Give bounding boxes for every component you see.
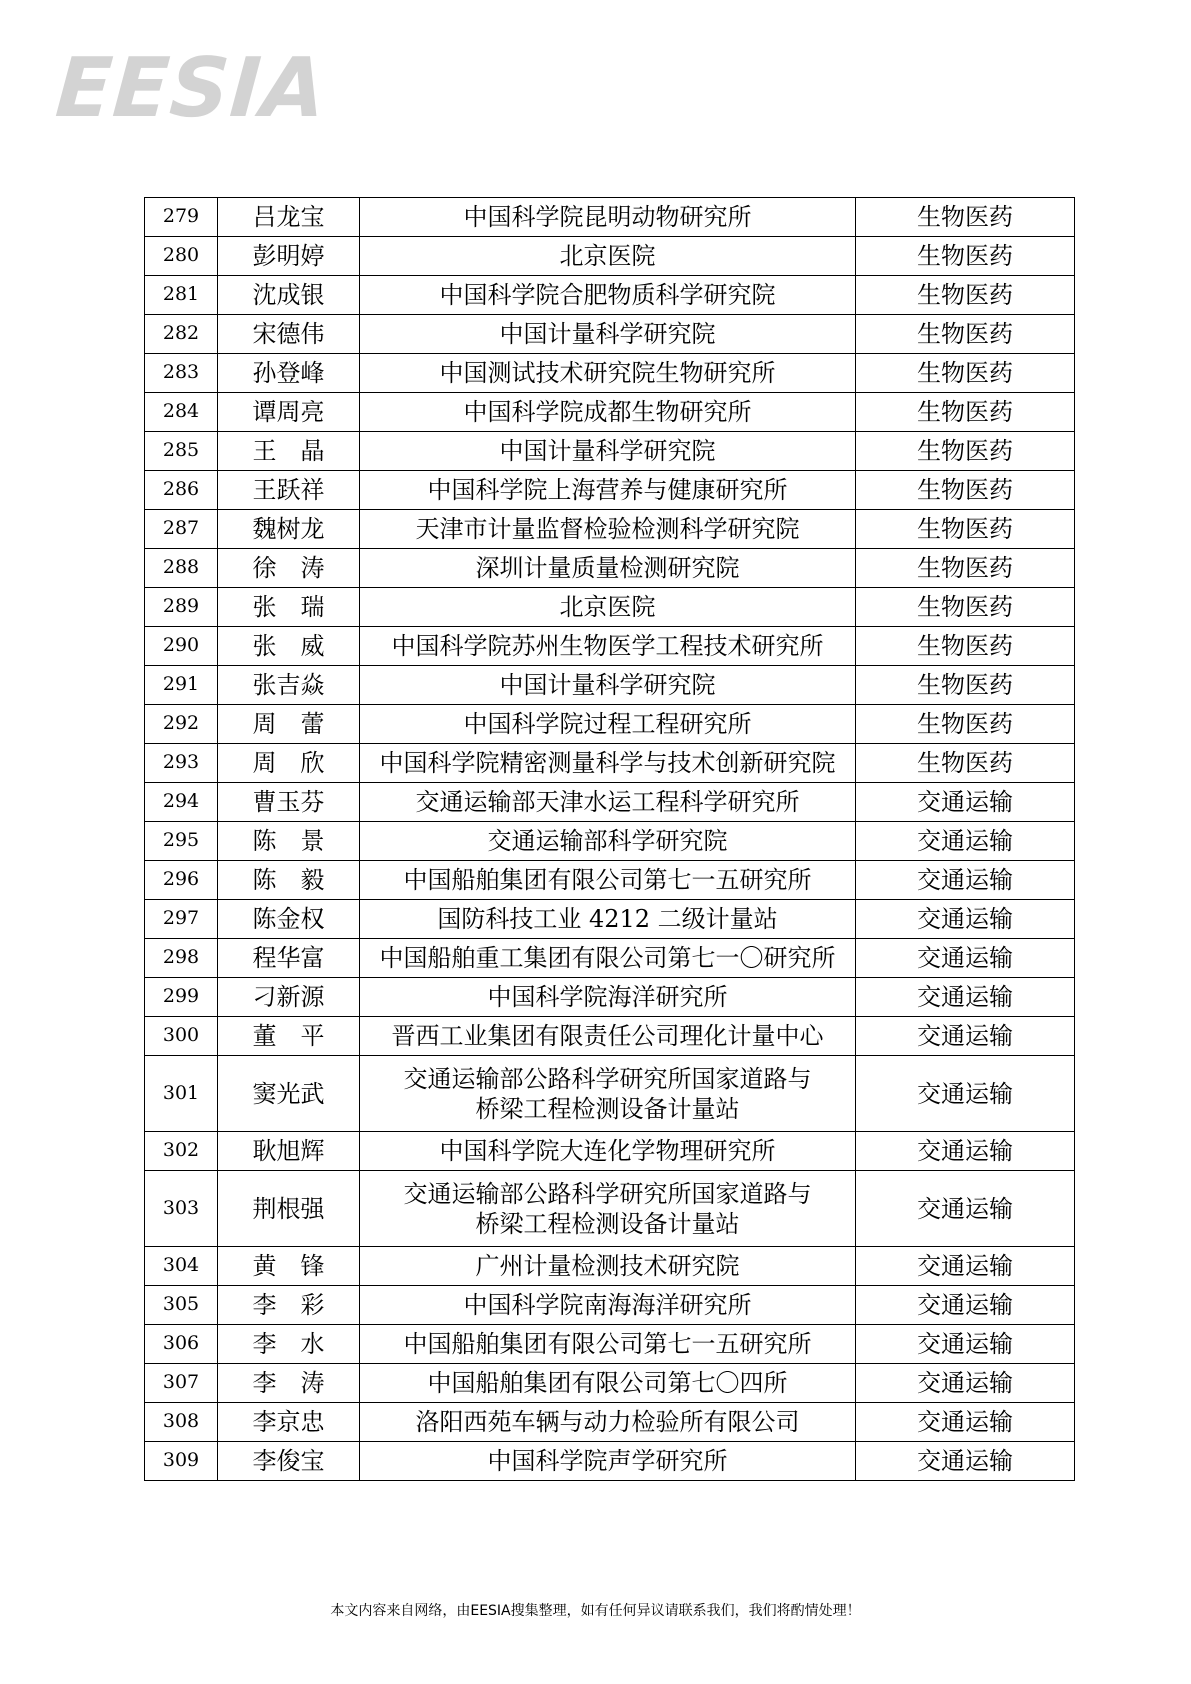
table-row [145, 1132, 1075, 1171]
table-row [145, 354, 1075, 393]
organization: 国防科技工业 4212 二级计量站 [360, 900, 856, 939]
table-row [145, 1325, 1075, 1364]
field-category: 生物医药 [856, 354, 1075, 393]
person-name: 宋德伟 [218, 315, 360, 354]
row-number: 290 [145, 627, 218, 666]
field-category: 生物医药 [856, 276, 1075, 315]
organization: 深圳计量质量检测研究院 [360, 549, 856, 588]
field-category: 生物医药 [856, 432, 1075, 471]
row-number: 294 [145, 783, 218, 822]
person-name: 王 晶 [218, 432, 360, 471]
organization: 洛阳西苑车辆与动力检验所有限公司 [360, 1403, 856, 1442]
table-row [145, 744, 1075, 783]
field-category: 生物医药 [856, 549, 1075, 588]
field-category: 交通运输 [856, 1442, 1075, 1481]
row-number: 284 [145, 393, 218, 432]
person-name: 彭明婷 [218, 237, 360, 276]
organization: 交通运输部科学研究院 [360, 822, 856, 861]
row-number: 293 [145, 744, 218, 783]
person-name: 刁新源 [218, 978, 360, 1017]
table-row [145, 666, 1075, 705]
person-name: 李 彩 [218, 1286, 360, 1325]
organization: 天津市计量监督检验检测科学研究院 [360, 510, 856, 549]
person-name: 陈金权 [218, 900, 360, 939]
organization: 中国计量科学研究院 [360, 315, 856, 354]
person-name: 孙登峰 [218, 354, 360, 393]
table-row [145, 705, 1075, 744]
table-row [145, 471, 1075, 510]
person-name: 吕龙宝 [218, 198, 360, 237]
table-row [145, 432, 1075, 471]
table-row [145, 1286, 1075, 1325]
row-number: 287 [145, 510, 218, 549]
row-number: 308 [145, 1403, 218, 1442]
table-row [145, 1056, 1075, 1132]
organization: 中国计量科学研究院 [360, 666, 856, 705]
field-category: 交通运输 [856, 822, 1075, 861]
organization: 交通运输部公路科学研究所国家道路与 桥梁工程检测设备计量站 [360, 1171, 856, 1247]
organization: 中国科学院声学研究所 [360, 1442, 856, 1481]
person-name: 王跃祥 [218, 471, 360, 510]
person-name: 张吉焱 [218, 666, 360, 705]
field-category: 生物医药 [856, 315, 1075, 354]
field-category: 生物医药 [856, 237, 1075, 276]
eesia-logo: EESIA [52, 41, 330, 136]
table-row [145, 276, 1075, 315]
organization: 中国科学院海洋研究所 [360, 978, 856, 1017]
row-number: 307 [145, 1364, 218, 1403]
organization: 中国船舶集团有限公司第七〇四所 [360, 1364, 856, 1403]
table-row [145, 939, 1075, 978]
field-category: 生物医药 [856, 705, 1075, 744]
field-category: 生物医药 [856, 471, 1075, 510]
field-category: 交通运输 [856, 1403, 1075, 1442]
field-category: 交通运输 [856, 1017, 1075, 1056]
field-category: 交通运输 [856, 1325, 1075, 1364]
row-number: 306 [145, 1325, 218, 1364]
person-name: 李 涛 [218, 1364, 360, 1403]
field-category: 交通运输 [856, 1171, 1075, 1247]
person-name: 沈成银 [218, 276, 360, 315]
organization: 中国计量科学研究院 [360, 432, 856, 471]
row-number: 301 [145, 1056, 218, 1132]
row-number: 286 [145, 471, 218, 510]
table-row [145, 588, 1075, 627]
row-number: 288 [145, 549, 218, 588]
person-name: 李京忠 [218, 1403, 360, 1442]
table-row [145, 861, 1075, 900]
row-number: 298 [145, 939, 218, 978]
organization: 中国科学院苏州生物医学工程技术研究所 [360, 627, 856, 666]
table-row [145, 627, 1075, 666]
row-number: 282 [145, 315, 218, 354]
row-number: 295 [145, 822, 218, 861]
field-category: 生物医药 [856, 627, 1075, 666]
field-category: 交通运输 [856, 939, 1075, 978]
person-name: 李俊宝 [218, 1442, 360, 1481]
table-row [145, 1364, 1075, 1403]
table-row [145, 198, 1075, 237]
organization: 中国船舶集团有限公司第七一五研究所 [360, 1325, 856, 1364]
row-number: 291 [145, 666, 218, 705]
table-row [145, 1171, 1075, 1247]
table-row [145, 1403, 1075, 1442]
footer-note: 本文内容来自网络，由EESIA搜集整理，如有任何异议请联系我们，我们将酌情处理！ [330, 1603, 861, 1619]
table-row [145, 549, 1075, 588]
organization: 中国科学院大连化学物理研究所 [360, 1132, 856, 1171]
roster-table [144, 197, 1075, 1481]
field-category: 交通运输 [856, 1364, 1075, 1403]
table-row [145, 315, 1075, 354]
organization: 交通运输部天津水运工程科学研究所 [360, 783, 856, 822]
organization: 中国科学院过程工程研究所 [360, 705, 856, 744]
organization: 中国船舶重工集团有限公司第七一〇研究所 [360, 939, 856, 978]
organization: 北京医院 [360, 237, 856, 276]
table-row [145, 1017, 1075, 1056]
person-name: 魏树龙 [218, 510, 360, 549]
field-category: 生物医药 [856, 666, 1075, 705]
row-number: 302 [145, 1132, 218, 1171]
roster-table-body [145, 198, 1075, 1481]
organization: 中国测试技术研究院生物研究所 [360, 354, 856, 393]
person-name: 程华富 [218, 939, 360, 978]
organization: 北京医院 [360, 588, 856, 627]
row-number: 280 [145, 237, 218, 276]
organization: 交通运输部公路科学研究所国家道路与 桥梁工程检测设备计量站 [360, 1056, 856, 1132]
field-category: 交通运输 [856, 1132, 1075, 1171]
organization: 中国科学院成都生物研究所 [360, 393, 856, 432]
field-category: 交通运输 [856, 1247, 1075, 1286]
row-number: 296 [145, 861, 218, 900]
table-row [145, 822, 1075, 861]
field-category: 交通运输 [856, 900, 1075, 939]
row-number: 285 [145, 432, 218, 471]
row-number: 292 [145, 705, 218, 744]
field-category: 交通运输 [856, 1056, 1075, 1132]
row-number: 300 [145, 1017, 218, 1056]
field-category: 交通运输 [856, 978, 1075, 1017]
field-category: 交通运输 [856, 783, 1075, 822]
table-row [145, 393, 1075, 432]
person-name: 曹玉芬 [218, 783, 360, 822]
row-number: 283 [145, 354, 218, 393]
row-number: 309 [145, 1442, 218, 1481]
table-row [145, 237, 1075, 276]
row-number: 299 [145, 978, 218, 1017]
field-category: 生物医药 [856, 510, 1075, 549]
person-name: 黄 锋 [218, 1247, 360, 1286]
organization: 中国科学院合肥物质科学研究院 [360, 276, 856, 315]
person-name: 陈 毅 [218, 861, 360, 900]
organization: 中国科学院南海海洋研究所 [360, 1286, 856, 1325]
person-name: 李 水 [218, 1325, 360, 1364]
table-row [145, 978, 1075, 1017]
table-row [145, 900, 1075, 939]
table-row [145, 510, 1075, 549]
table-row [145, 1247, 1075, 1286]
person-name: 谭周亮 [218, 393, 360, 432]
person-name: 陈 景 [218, 822, 360, 861]
organization: 中国科学院昆明动物研究所 [360, 198, 856, 237]
table-row [145, 1442, 1075, 1481]
organization: 中国科学院精密测量科学与技术创新研究院 [360, 744, 856, 783]
person-name: 窦光武 [218, 1056, 360, 1132]
person-name: 张 瑞 [218, 588, 360, 627]
organization: 中国科学院上海营养与健康研究所 [360, 471, 856, 510]
row-number: 305 [145, 1286, 218, 1325]
row-number: 289 [145, 588, 218, 627]
field-category: 生物医药 [856, 393, 1075, 432]
row-number: 297 [145, 900, 218, 939]
field-category: 生物医药 [856, 744, 1075, 783]
person-name: 荆根强 [218, 1171, 360, 1247]
row-number: 303 [145, 1171, 218, 1247]
field-category: 生物医药 [856, 588, 1075, 627]
row-number: 281 [145, 276, 218, 315]
organization: 广州计量检测技术研究院 [360, 1247, 856, 1286]
person-name: 张 威 [218, 627, 360, 666]
table-row [145, 783, 1075, 822]
person-name: 耿旭辉 [218, 1132, 360, 1171]
organization: 晋西工业集团有限责任公司理化计量中心 [360, 1017, 856, 1056]
field-category: 交通运输 [856, 1286, 1075, 1325]
person-name: 董 平 [218, 1017, 360, 1056]
organization: 中国船舶集团有限公司第七一五研究所 [360, 861, 856, 900]
field-category: 交通运输 [856, 861, 1075, 900]
row-number: 304 [145, 1247, 218, 1286]
row-number: 279 [145, 198, 218, 237]
person-name: 周 欣 [218, 744, 360, 783]
person-name: 徐 涛 [218, 549, 360, 588]
field-category: 生物医药 [856, 198, 1075, 237]
person-name: 周 蕾 [218, 705, 360, 744]
